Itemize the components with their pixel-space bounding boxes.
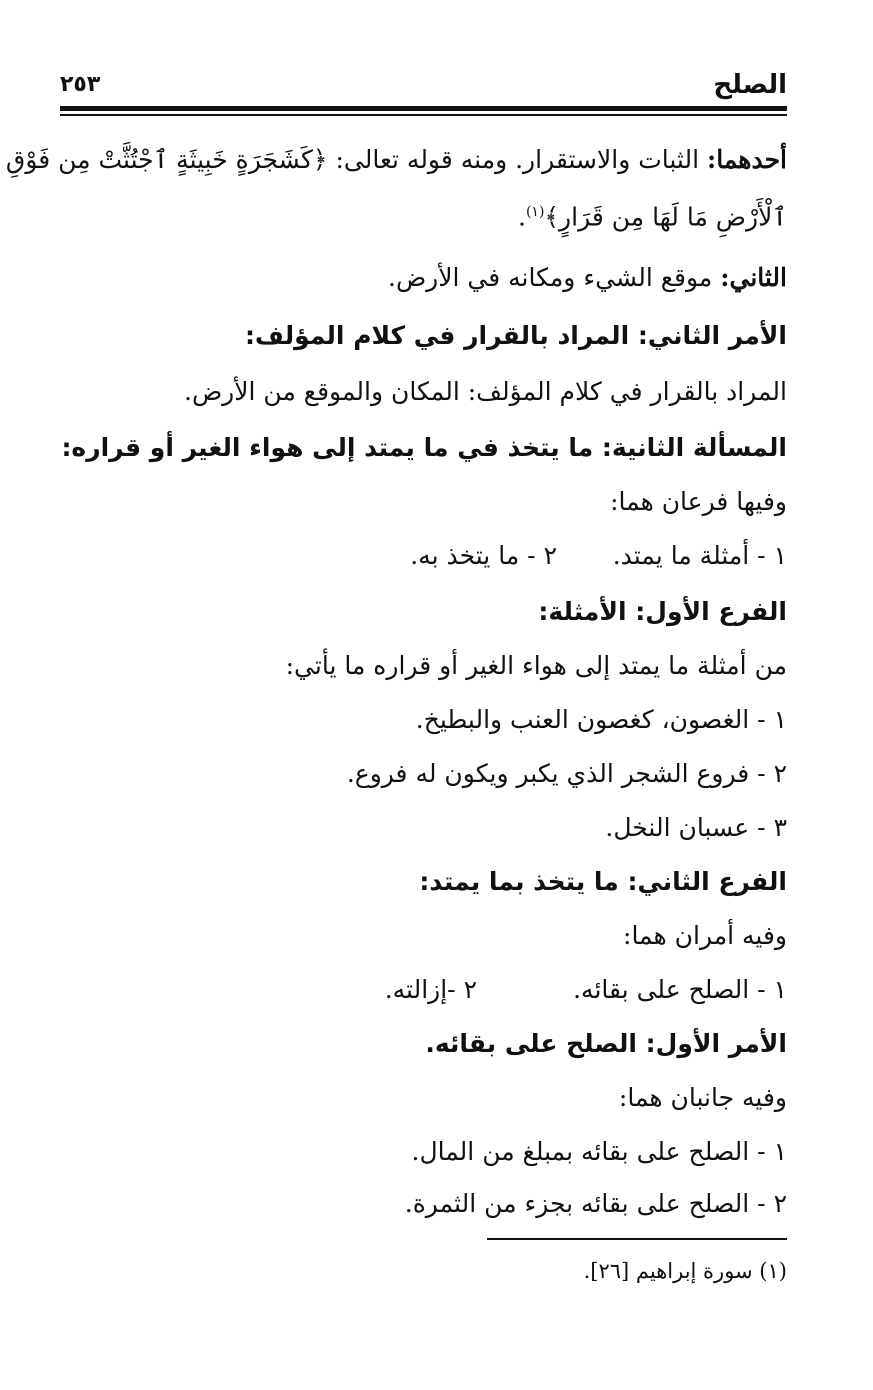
heading-first-branch: الفرع الأول: الأمثلة:: [538, 597, 787, 626]
term-label: الثاني:: [720, 263, 787, 292]
paragraph-text: موقع الشيء ومكانه في الأرض.: [388, 263, 721, 292]
heading-second-issue: المسألة الثانية: ما يتخذ في ما يمتد إلى هواء الغير أو قراره:: [61, 433, 787, 462]
sentence-end: .: [517, 202, 526, 232]
quran-verse: ٱلْأَرْضِ مَا لَهَا مِن قَرَارٍ﴾: [544, 202, 787, 232]
list-item-branch-1: ١ - أمثلة ما يمتد.: [612, 541, 787, 570]
page-number: ٢٥٣: [60, 72, 101, 97]
paragraph-first-meaning: [6, 140, 787, 180]
page-header: [60, 70, 787, 104]
running-title: الصلح: [713, 70, 787, 100]
header-rule-thick: [60, 106, 787, 111]
paragraph-two-aspects: وفيه جانبان هما:: [618, 1083, 787, 1112]
paragraph-two-branches: وفيها فرعان هما:: [610, 487, 787, 516]
heading-second-matter: الأمر الثاني: المراد بالقرار في كلام المؤلف:: [244, 321, 787, 350]
footnote-reference: (١): [525, 204, 545, 220]
heading-second-branch: الفرع الثاني: ما يتخذ بما يمتد:: [419, 867, 787, 896]
footnote-separator: [487, 1238, 787, 1240]
list-item-example-2: ٢ - فروع الشجر الذي يكبر ويكون له فروع.: [346, 759, 787, 788]
paragraph-second-meaning: [388, 258, 787, 298]
paragraph-meaning-author: المراد بالقرار في كلام المؤلف: المكان والموقع من الأرض.: [184, 377, 787, 406]
list-item-example-1: ١ - الغصون، كغصون العنب والبطيخ.: [415, 705, 787, 734]
paragraph-two-matters: وفيه أمران هما:: [623, 921, 787, 950]
list-item-aspect-2: ٢ - الصلح على بقائه بجزء من الثمرة.: [404, 1189, 787, 1218]
header-rule-thin: [60, 114, 787, 116]
list-item-aspect-1: ١ - الصلح على بقائه بمبلغ من المال.: [411, 1137, 787, 1166]
list-item-matter-2: ٢ -إزالته.: [384, 975, 477, 1004]
heading-first-matter: الأمر الأول: الصلح على بقائه.: [425, 1029, 787, 1058]
footnote: (١) سورة إبراهيم [٢٦].: [583, 1259, 787, 1283]
list-item-matter-1: ١ - الصلح على بقائه.: [573, 975, 787, 1004]
list-item-example-3: ٣ - عسبان النخل.: [605, 813, 787, 842]
paragraph-examples-intro: من أمثلة ما يمتد إلى هواء الغير أو قراره ما يأتي:: [285, 651, 787, 680]
term-label: أحدهما:: [706, 145, 787, 174]
paragraph-text: الثبات والاستقرار. ومنه قوله تعالى: ﴿كَشَجَرَةٍ خَبِيثَةٍ ٱجْتُثَّتْ مِن فَوْقِ: [5, 145, 707, 174]
quran-verse-line: [518, 192, 787, 237]
list-item-branch-2: ٢ - ما يتخذ به.: [410, 541, 557, 570]
